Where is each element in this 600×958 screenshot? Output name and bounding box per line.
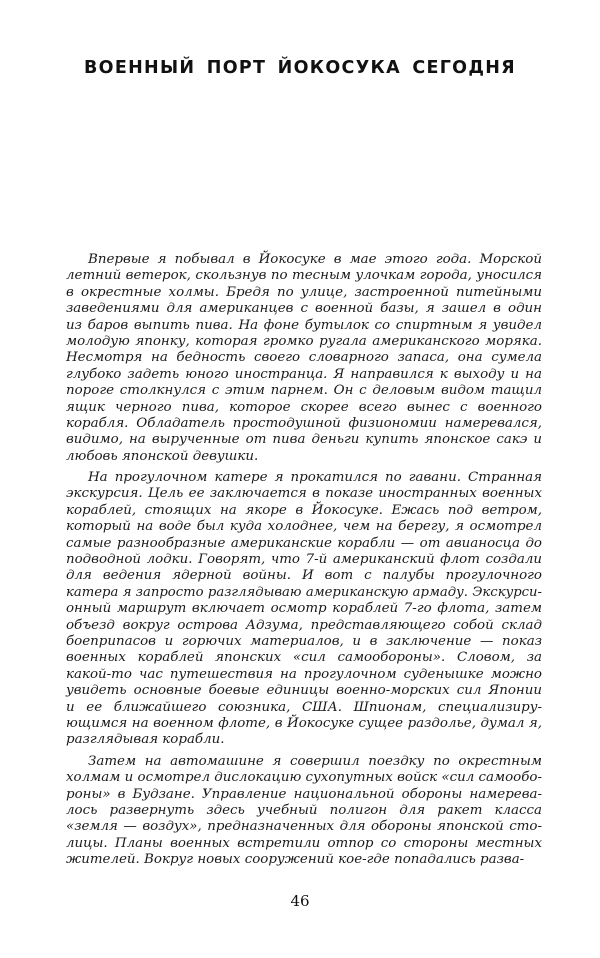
text-line: любовь японской девушки. — [66, 448, 259, 464]
text-line: летний ветерок, скользнув по тесным улочкам города, уносился — [66, 268, 542, 284]
paragraph — [66, 470, 542, 749]
text-line: катера я запросто разглядываю американскую армаду. Экскурси- — [66, 584, 542, 600]
text-line: На прогулочном катере я прокатился по гавани. Странная — [88, 470, 542, 486]
text-line: разглядывая корабли. — [66, 732, 225, 748]
text-line: ющимся на военном флоте, в Йокосуке сущее раздолье, думал я, — [66, 715, 542, 731]
text-line: для ведения ядерной войны. И вот с палубы прогулочного — [66, 568, 542, 584]
text-line: увидеть основные боевые единицы военно-морских сил Японии — [66, 683, 542, 699]
text-line: который на воде был куда холоднее, чем на берегу, я осмотрел — [66, 519, 542, 535]
text-line: лось развернуть здесь учебный полигон для ракет класса — [66, 802, 542, 818]
text-line: Затем на автомашине я совершил поездку по окрестным — [88, 753, 542, 769]
text-line: жителей. Вокруг новых сооружений кое-где попадались разва- — [66, 852, 525, 868]
text-line: объезд вокруг острова Адзума, представляющего собой склад — [66, 617, 542, 633]
text-line: и ее ближайшего союзника, США. Шпионам, специализиру- — [66, 699, 542, 715]
text-line: из баров выпить пива. На фоне бутылок со спиртным я увидел — [66, 317, 542, 333]
text-line: онный маршрут включает осмотр кораблей 7-го флота, затем — [66, 601, 542, 617]
text-line: заведениями для американцев с военной базы, я зашел в один — [66, 301, 542, 317]
text-line: холмам и осмотрел дислокацию сухопутных войск «сил самообо- — [66, 770, 542, 786]
text-line: какой-то час путешествия на прогулочном суденышке можно — [66, 666, 542, 682]
article-body — [66, 252, 542, 873]
page-title: ВОЕННЫЙ ПОРТ ЙОКОСУКА СЕГОДНЯ — [84, 58, 516, 78]
text-line: экскурсия. Цель ее заключается в показе иностранных военных — [66, 486, 542, 502]
text-line: Впервые я побывал в Йокосуке в мае этого года. Морской — [88, 252, 542, 267]
text-line: военных кораблей японских «сил самообороны». Словом, за — [66, 650, 542, 666]
text-line: подводной лодки. Говорят, что 7-й американский флот создали — [66, 552, 542, 568]
text-line: Несмотря на бедность своего словарного запаса, она сумела — [66, 350, 542, 366]
text-line: корабля. Обладатель простодушной физиономии намеревался, — [66, 415, 542, 431]
paragraph — [66, 754, 542, 869]
text-line: боеприпасов и горючих материалов, и в заключение — показ — [66, 633, 542, 649]
text-line: «земля — воздух», предназначенных для обороны японской сто- — [66, 819, 542, 835]
text-line: молодую японку, которая громко ругала американского моряка. — [66, 333, 542, 349]
text-line: в окрестные холмы. Бредя по улице, застроенной питейными — [66, 284, 542, 300]
text-line: пороге столкнулся с этим парнем. Он с деловым видом тащил — [66, 383, 542, 399]
text-line: самые разнообразные американские корабли — от авианосца до — [66, 535, 542, 551]
text-line: глубоко задеть юного иностранца. Я направился к выходу и на — [66, 366, 542, 382]
page-number: 46 — [290, 892, 310, 910]
text-line: ящик черного пива, которое скорее всего вынес с военного — [66, 399, 542, 415]
text-line: лицы. Планы военных встретили отпор со стороны местных — [66, 835, 542, 851]
paragraph — [66, 252, 542, 465]
text-line: роны» в Будзане. Управление национальной обороны намерева- — [66, 786, 542, 802]
text-line: видимо, на вырученные от пива деньги купить японское сакэ и — [66, 432, 542, 448]
text-line: кораблей, стоящих на якоре в Йокосуке. Ежась под ветром, — [66, 502, 542, 518]
